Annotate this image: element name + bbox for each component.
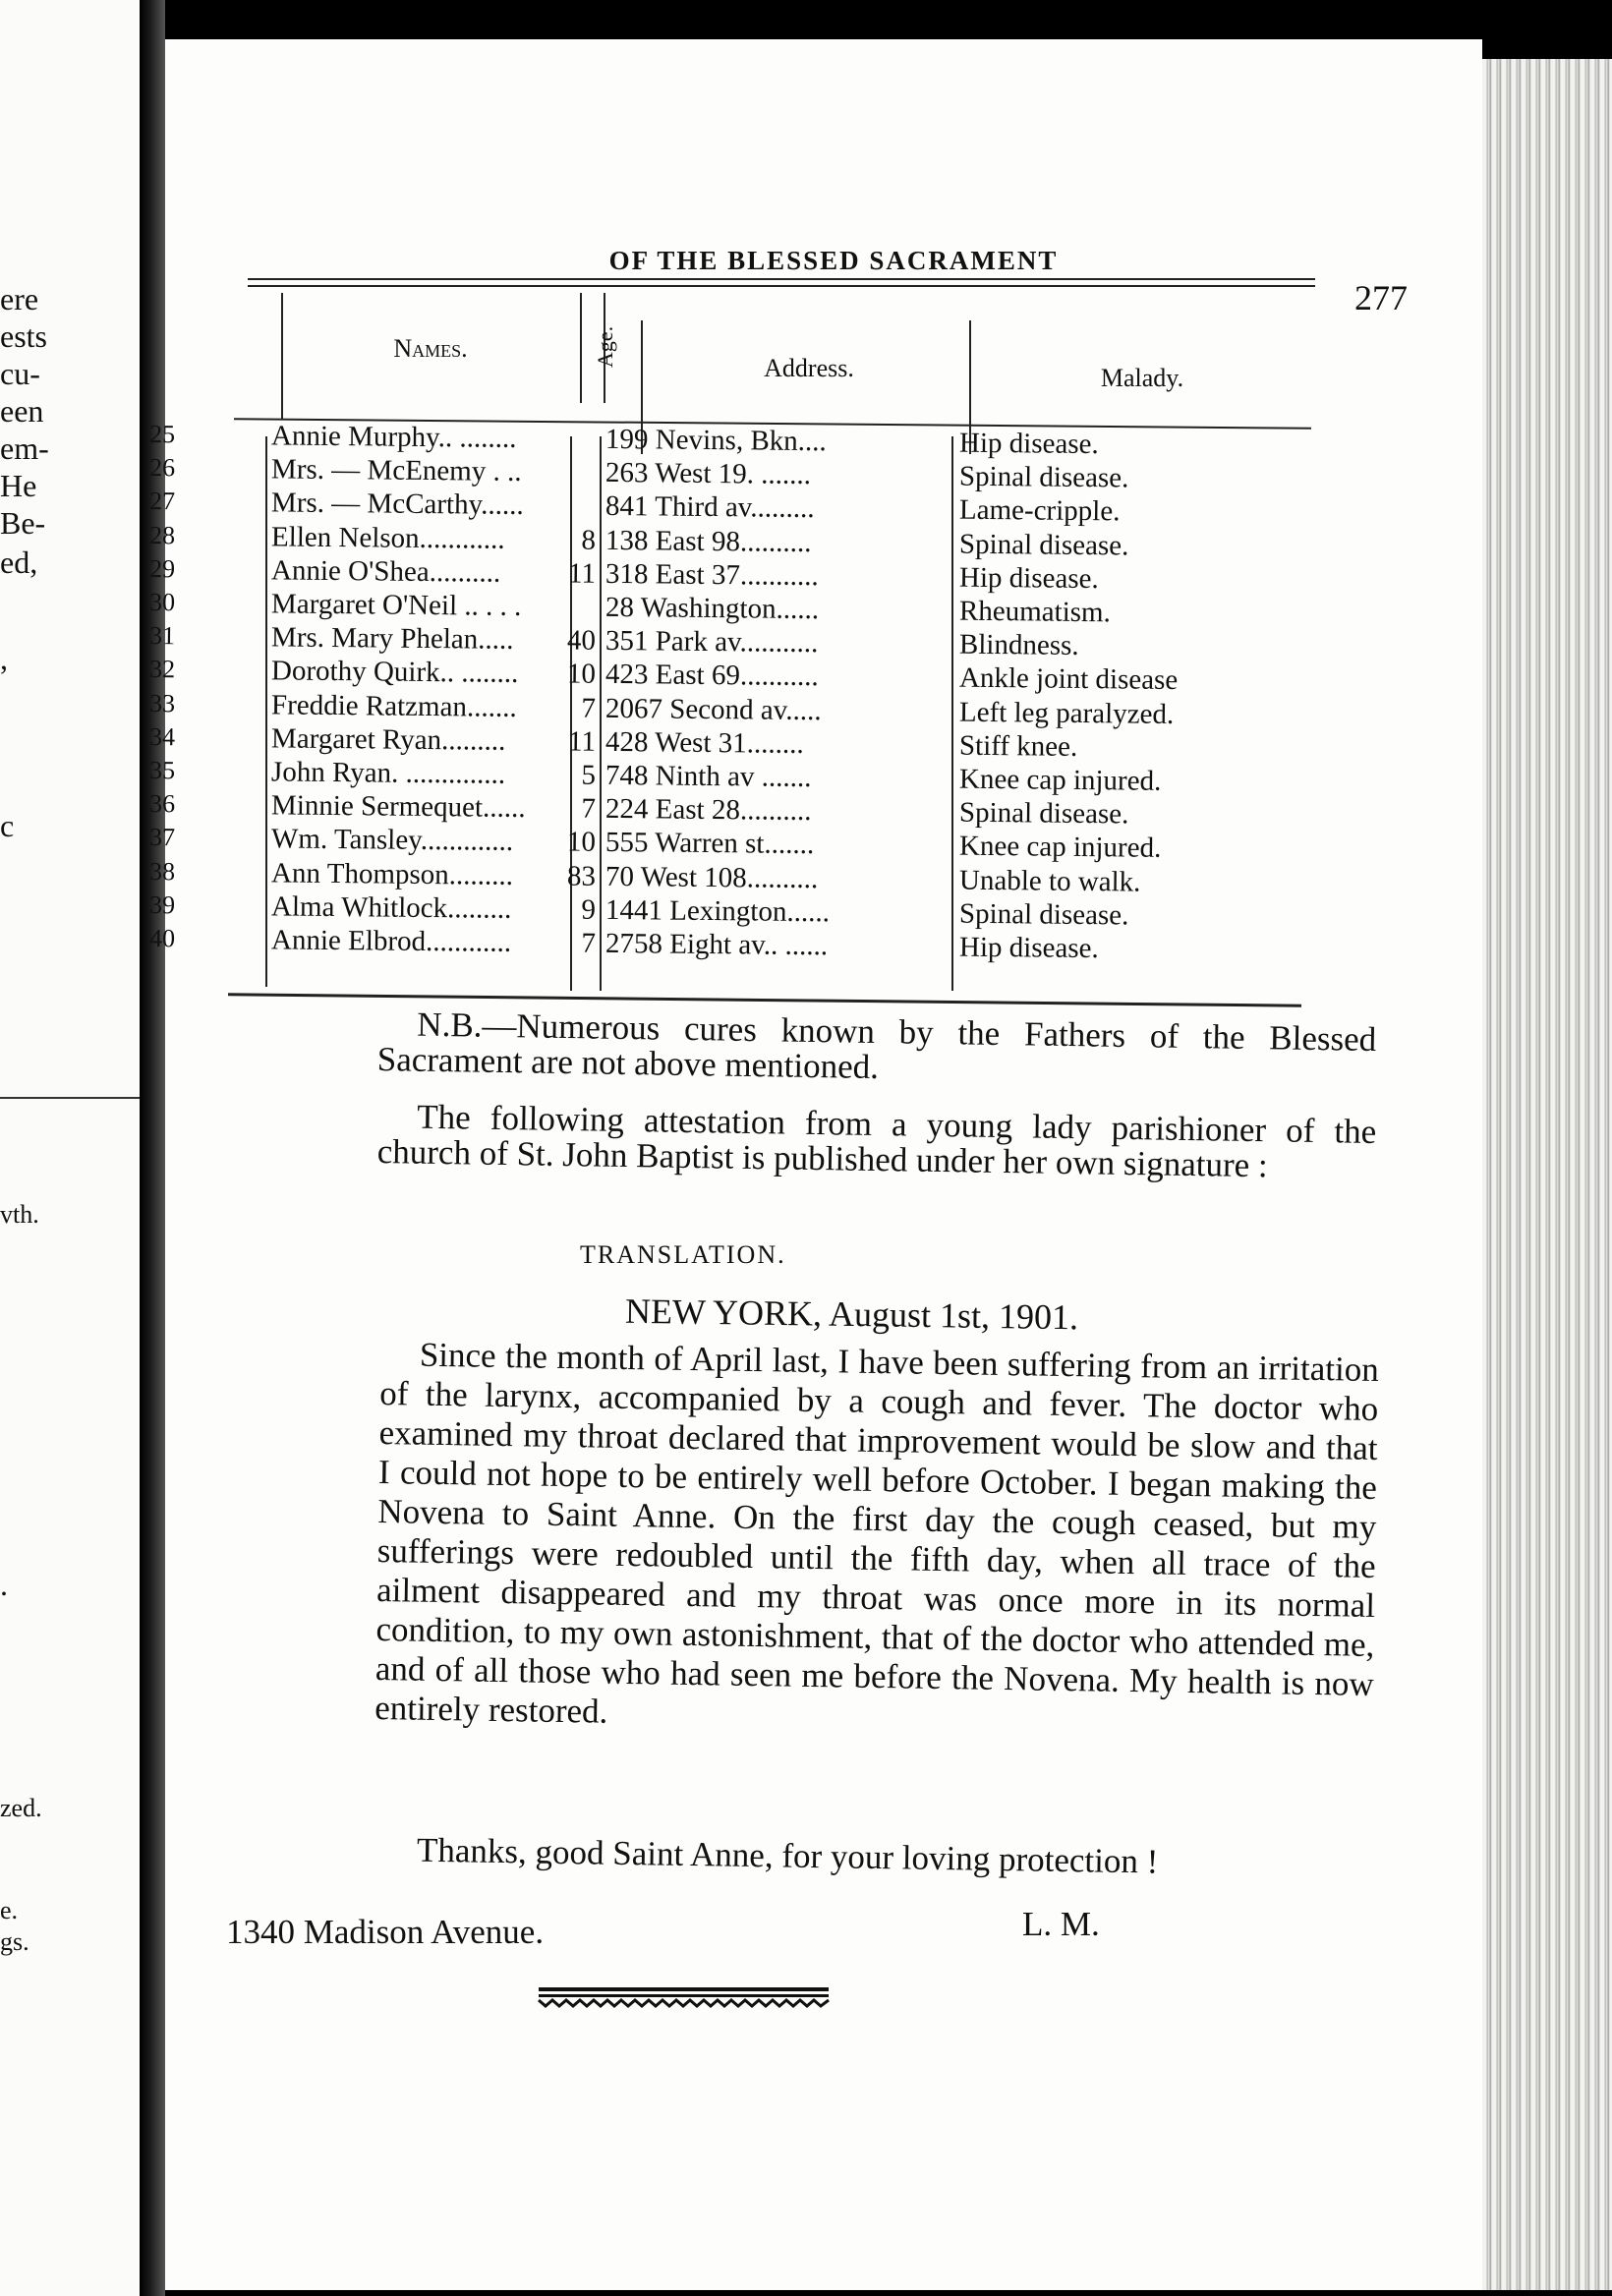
patient-address: 199 Nevins, Bkn.... [604,423,827,458]
patient-age: 8 [581,524,597,556]
row-number: 28 [148,520,176,549]
patient-name: Minnie Sermequet...... [270,789,526,825]
row-number: 29 [148,553,176,584]
patient-name: Alma Whitlock......... [270,890,512,925]
left-page-fragment: He [0,468,37,503]
patient-malady: Blindness. [958,628,1079,662]
patient-name: Wm. Tansley............. [270,823,514,858]
patient-address: 28 Washington...... [604,591,820,626]
patient-malady: Unable to walk. [958,864,1141,898]
left-page-fragment: em- [0,430,49,466]
ornamental-tailpiece [539,1987,829,2009]
patient-name: Dorothy Quirk.. ........ [270,655,519,690]
header-address: Address. [764,354,854,382]
patient-name: Ellen Nelson............ [270,520,505,555]
patient-address: 2758 Eight av.. ...... [604,927,829,962]
patient-address: 318 East 37........... [604,557,819,592]
patient-address: 2067 Second av..... [604,692,822,726]
row-number: 25 [148,420,176,449]
row-number: 40 [148,924,176,953]
patient-address: 70 West 108.......... [604,860,819,894]
patient-malady: Spinal disease. [958,528,1129,562]
patient-name: Margaret O'Neil .. . . . [270,588,522,622]
patient-age: 40 [566,624,597,657]
patient-age: 83 [566,860,597,892]
row-number: 38 [148,856,176,886]
row-number: 35 [148,756,176,785]
patient-malady: Spinal disease. [958,460,1129,494]
patient-address: 555 Warren st....... [604,827,815,861]
patient-address: 1441 Lexington...... [604,893,831,929]
patient-name: Mrs. Mary Phelan..... [270,621,514,657]
left-page-rule [0,1097,140,1099]
patient-age: 10 [566,658,597,691]
patient-age: 11 [567,557,597,590]
patient-malady: Hip disease. [958,561,1099,595]
row-number: 27 [148,487,176,516]
signature-address: 1340 Madison Avenue. [226,1913,545,1951]
left-page-fragment: Be- [0,505,46,541]
running-head: OF THE BLESSED SACRAMENT [608,246,1059,275]
patient-name: Ann Thompson......... [270,856,514,891]
patient-age: 10 [566,826,597,859]
patient-name: John Ryan. .............. [270,756,506,790]
signature-initials: L. M. [1022,1905,1100,1943]
patient-malady: Left leg paralyzed. [958,696,1175,730]
patient-malady: Stiff knee. [958,729,1078,763]
left-page-fragment: een [0,393,44,429]
patient-malady: Knee cap injured. [958,831,1162,865]
patient-address: 224 East 28.......... [604,793,812,828]
left-page-fragment: . [0,1567,8,1602]
patient-address: 748 Ninth av ....... [604,759,812,794]
patient-malady: Rheumatism. [958,595,1112,629]
row-number: 37 [148,823,176,852]
translation-heading: TRANSLATION. [580,1240,786,1269]
row-number: 26 [148,453,176,483]
right-page [148,39,1482,2290]
patient-name: Mrs. — McCarthy...... [270,487,524,522]
patient-malady: Ankle joint disease [958,662,1179,697]
left-page-fragment: ed, [0,545,38,580]
patient-address: 428 West 31........ [604,725,804,760]
left-page-fragment: e. [0,1896,19,1924]
left-page-fragment: c [0,808,15,843]
column-divider [580,293,582,403]
header-age: Age. [593,325,617,369]
row-number: 33 [148,688,176,718]
patient-address: 841 Third av......... [604,490,815,525]
left-page-fragment: ere [0,281,39,316]
patient-name: Annie O'Shea.......... [270,554,501,589]
row-number: 34 [148,721,176,752]
header-malady: Malady. [1100,364,1184,392]
header-names: Names. [393,334,468,363]
column-divider [281,293,283,419]
page-edges [1482,59,1612,2296]
patient-name: Freddie Ratzman....... [270,688,517,723]
left-facing-page [0,0,140,2296]
left-page-fragment: ests [0,318,47,354]
nb-paragraph: N.B.—Numerous cures known by the Fathers of the Blessed Sacrament are not above mentioned. [376,1004,1377,1087]
patient-malady: Hip disease. [958,427,1099,461]
patient-address: 138 East 98.......... [604,524,812,558]
patient-age: 5 [581,759,597,791]
row-number: 39 [148,890,176,920]
patient-age: 7 [581,792,597,825]
patient-name: Margaret Ryan......... [270,722,506,757]
book-gutter [140,0,165,2296]
table-top-rule [248,285,1315,287]
patient-malady: Spinal disease. [958,897,1129,932]
patient-address: 351 Park av........... [604,625,819,660]
patient-malady: Spinal disease. [958,796,1129,831]
row-number: 31 [148,621,176,651]
left-page-fragment: gs. [0,1927,29,1956]
left-page-fragment: , [0,641,8,676]
row-number: 30 [148,588,176,617]
row-number: 32 [148,655,176,684]
patient-address: 263 West 19. ....... [604,457,812,491]
patient-address: 423 East 69........... [604,659,819,693]
patient-name: Mrs. — McEnemy . .. [270,453,522,488]
patient-malady: Hip disease. [958,931,1099,965]
intro-paragraph: The following attestation from a young lady parishioner of the church of St. John Baptist is published under her own signature : [376,1097,1377,1185]
patient-age: 7 [581,927,597,959]
patient-age: 7 [581,692,597,724]
patient-name: Annie Elbrod............ [270,924,512,958]
left-page-fragment: zed. [0,1794,42,1822]
patient-age: 9 [581,893,597,926]
dateline: NEW YORK, August 1st, 1901. [624,1291,1079,1338]
patient-malady: Knee cap injured. [958,763,1162,797]
letter-paragraph: Since the month of April last, I have been suffering from an irritation of the larynx, accompanied by a cough and fever. The doctor who examined my throat declared that improvement would be slow and that I could not hope to be entirely well before October. I began making the Novena to Saint Anne. On the first day the cough ceased, but my sufferings were redoubled until the fifth day, when all trace of the ailment disappeared and my throat was once more in its normal condition, to my own astonishment, that of the doctor who attended me, and of all those who had seen me before the Novena. My health is now entirely restored. [374,1335,1380,1731]
thanks-paragraph: Thanks, good Saint Anne, for your loving protection ! [416,1830,1159,1881]
row-number: 36 [148,789,176,819]
patient-name: Annie Murphy.. ........ [270,420,517,454]
left-page-fragment: cu- [0,356,40,391]
patient-age: 11 [567,725,597,758]
patient-malady: Lame-cripple. [958,494,1121,528]
table-bottom-rule [228,993,1301,1006]
page-number: 277 [1354,278,1408,317]
table-top-rule [248,278,1315,280]
bottom-shadow [165,2290,1612,2296]
left-page-fragment: vth. [0,1200,39,1229]
